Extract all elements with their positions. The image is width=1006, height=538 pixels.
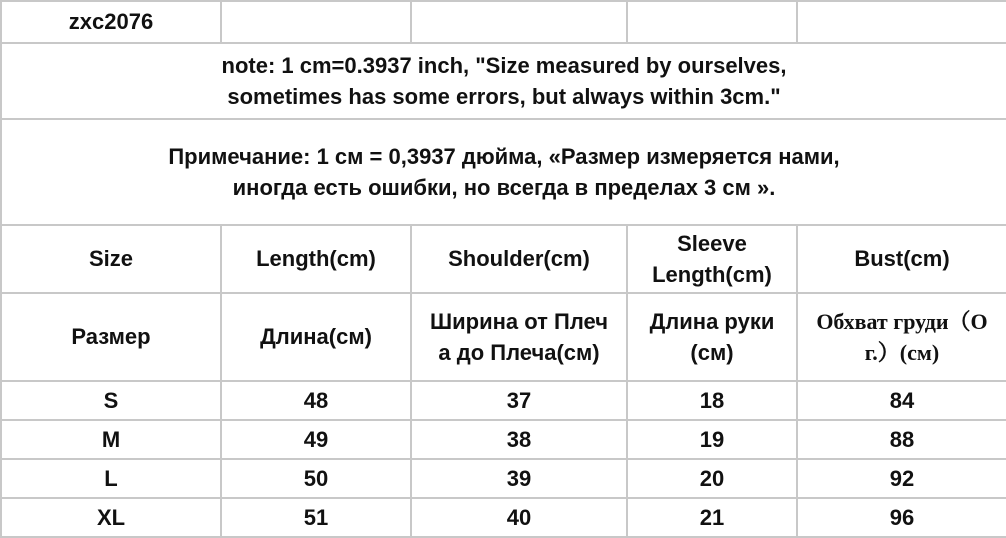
length-cell: 49 (221, 420, 411, 459)
sleeve-cell: 21 (627, 498, 797, 537)
size-cell: L (1, 459, 221, 498)
shoulder-cell: 38 (411, 420, 627, 459)
note-english-row (1, 43, 1006, 119)
header-bust-ru (797, 293, 1006, 381)
empty-cell (797, 1, 1006, 43)
header-length-ru: Длина(см) (221, 293, 411, 381)
empty-cell (221, 1, 411, 43)
header-sleeve-line-1: Sleeve (677, 230, 747, 256)
empty-cell (627, 1, 797, 43)
header-row-russian (1, 293, 1006, 381)
header-sleeve-ru-line-1: Длина руки (649, 308, 775, 334)
note-russian (1, 119, 1006, 225)
header-shoulder-ru (411, 293, 627, 381)
sleeve-cell: 18 (627, 381, 797, 420)
note-russian-line-1: Примечание: 1 см = 0,3937 дюйма, «Размер измеряется нами, (168, 143, 840, 169)
bust-cell: 92 (797, 459, 1006, 498)
size-cell: XL (1, 498, 221, 537)
header-shoulder-ru-line-2: а до Плеча(см) (438, 340, 600, 365)
note-english-line-2: sometimes has some errors, but always within 3cm." (227, 84, 781, 109)
shoulder-cell: 39 (411, 459, 627, 498)
sleeve-cell: 19 (627, 420, 797, 459)
bust-cell: 96 (797, 498, 1006, 537)
header-sleeve-line-2: Length(cm) (652, 262, 772, 287)
header-bust-ru-line-2: г.）(см) (864, 340, 940, 365)
bust-cell: 88 (797, 420, 1006, 459)
product-code: zxc2076 (1, 1, 221, 43)
note-russian-row (1, 119, 1006, 225)
table-row (1, 381, 1006, 420)
bust-cell: 84 (797, 381, 1006, 420)
table-row (1, 459, 1006, 498)
note-english (1, 43, 1006, 119)
product-code-row (1, 1, 1006, 43)
note-english-line-1: note: 1 cm=0.3937 inch, "Size measured by ourselves, (221, 52, 787, 78)
header-shoulder-ru-line-1: Ширина от Плеч (430, 308, 608, 334)
header-shoulder: Shoulder(cm) (411, 225, 627, 293)
sleeve-cell: 20 (627, 459, 797, 498)
table-row (1, 420, 1006, 459)
header-sleeve-ru-line-2: (см) (690, 340, 734, 365)
length-cell: 51 (221, 498, 411, 537)
header-size-ru: Размер (1, 293, 221, 381)
empty-cell (411, 1, 627, 43)
length-cell: 50 (221, 459, 411, 498)
shoulder-cell: 37 (411, 381, 627, 420)
header-sleeve-ru (627, 293, 797, 381)
note-russian-line-2: иногда есть ошибки, но всегда в пределах 3 см ». (232, 175, 776, 200)
size-cell: M (1, 420, 221, 459)
shoulder-cell: 40 (411, 498, 627, 537)
header-bust-ru-line-1: Обхват груди（О (816, 308, 988, 334)
header-size: Size (1, 225, 221, 293)
table-row (1, 498, 1006, 537)
header-length: Length(cm) (221, 225, 411, 293)
size-cell: S (1, 381, 221, 420)
header-sleeve-length (627, 225, 797, 293)
header-row-english (1, 225, 1006, 293)
length-cell: 48 (221, 381, 411, 420)
header-bust: Bust(cm) (797, 225, 1006, 293)
